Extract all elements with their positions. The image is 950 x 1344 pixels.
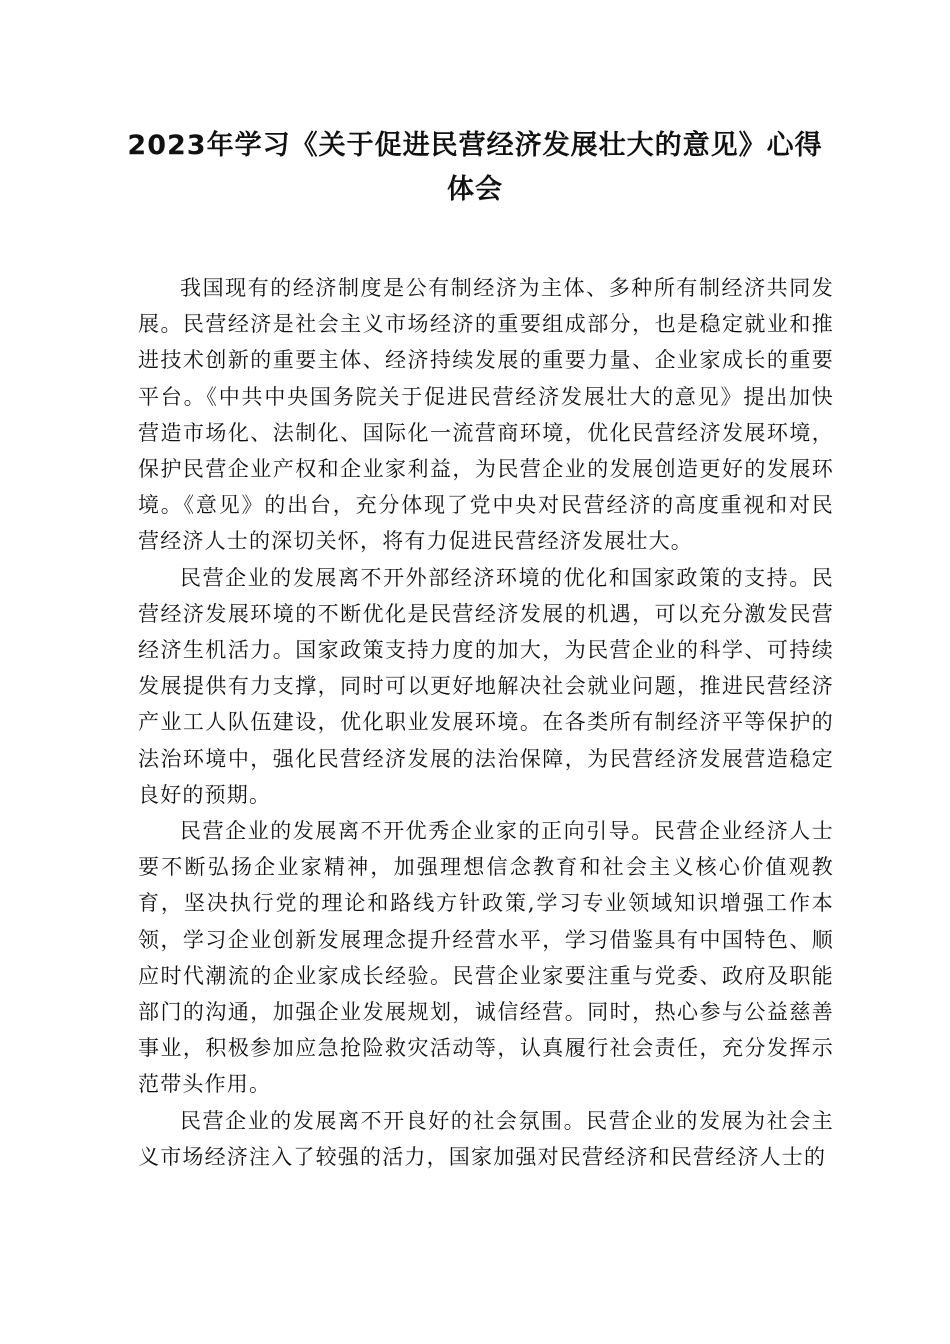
paragraph: 民营企业的发展离不开外部经济环境的优化和国家政策的支持。民营经济发展环境的不断优化是民营经济发展的机遇，可以充分激发民营经济生机活力。国家政策支持力度的加大，为民营企业的科学、可持续发展提供有力支撑，同时可以更好地解决社会就业问题，推进民营经济产业工人队伍建设，优化职业发展环境。在各类所有制经济平等保护的法治环境中，强化民营经济发展的法治保障，为民营经济发展营造稳定良好的预期。 <box>138 565 834 807</box>
document-title <box>120 124 830 212</box>
document-body <box>138 270 834 1175</box>
title-line-1: 2023年学习《关于促进民营经济发展壮大的意见》心得 <box>127 130 823 161</box>
title-line-2: 体会 <box>447 174 503 205</box>
paragraph: 我国现有的经济制度是公有制经济为主体、多种所有制经济共同发展。民营经济是社会主义市场经济的重要组成部分，也是稳定就业和推进技术创新的重要主体、经济持续发展的重要力量、企业家成长的重要平台。《中共中央国务院关于促进民营经济发展壮大的意见》提出加快营造市场化、法制化、国际化一流营商环境，优化民营经济发展环境，保护民营企业产权和企业家利益，为民营企业的发展创造更好的发展环境。《意见》的出台，充分体现了党中央对民营经济的高度重视和对民营经济人士的深切关怀，将有力促进民营经济发展壮大。 <box>138 276 834 554</box>
paragraph: 民营企业的发展离不开优秀企业家的正向引导。民营企业经济人士要不断弘扬企业家精神，加强理想信念教育和社会主义核心价值观教育，坚决执行党的理论和路线方针政策,学习专业领域知识增强工作本领，学习企业创新发展理念提升经营水平，学习借鉴具有中国特色、顺应时代潮流的企业家成长经验。民营企业家要注重与党委、政府及职能部门的沟通，加强企业发展规划，诚信经营。同时，热心参与公益慈善事业，积极参加应急抢险救灾活动等，认真履行社会责任，充分发挥示范带头作用。 <box>138 819 834 1097</box>
paragraph: 民营企业的发展离不开良好的社会氛围。民营企业的发展为社会主义市场经济注入了较强的活力，国家加强对民营经济和民营经济人士的 <box>138 1108 834 1169</box>
